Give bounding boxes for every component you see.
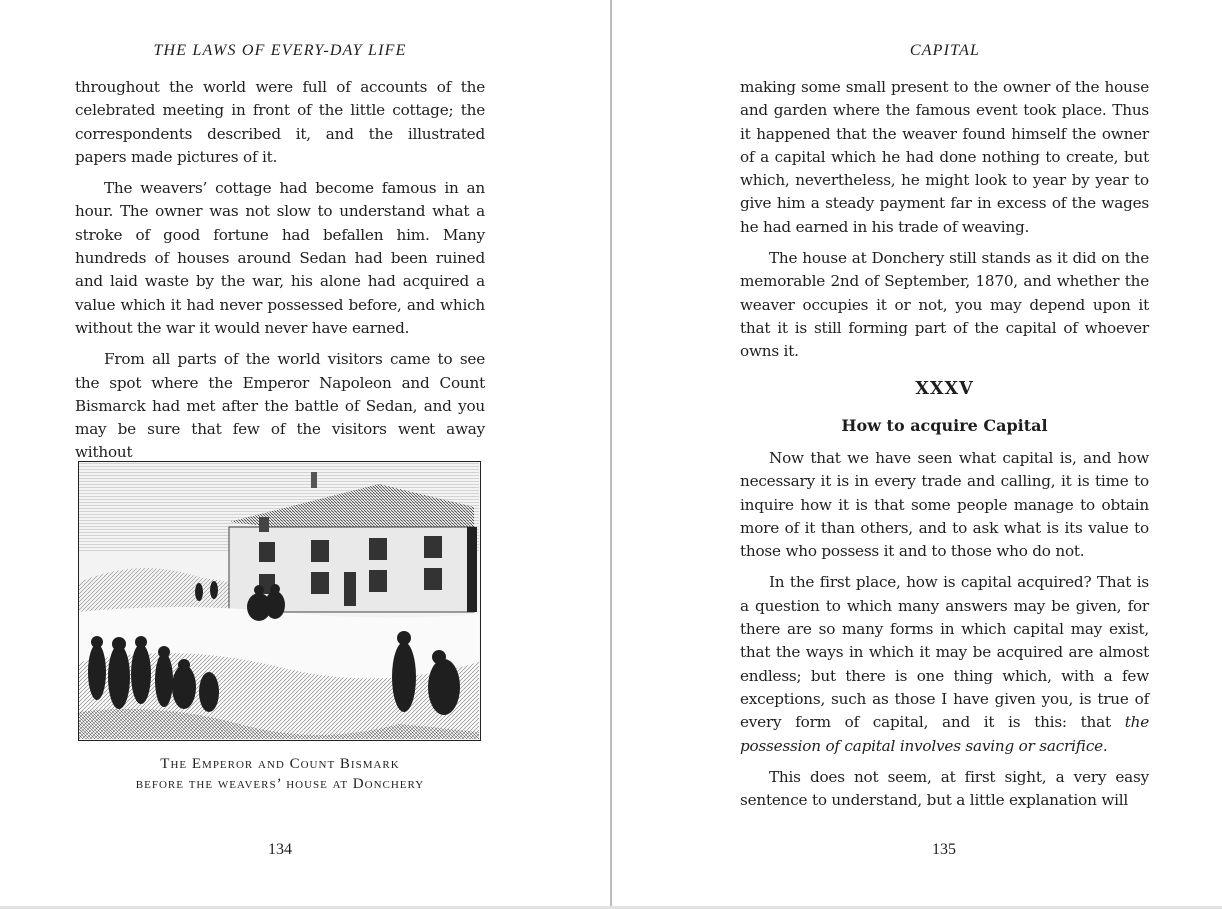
chapter-paragraph-3: This does not seem, at first sight, a very easy sentence to understand, but a little explanation will: [740, 767, 1149, 810]
figure-caption: [75, 754, 485, 794]
left-page: [0, 0, 610, 906]
right-body-text: [740, 76, 1149, 364]
chapter-paragraph-1: Now that we have seen what capital is, and how necessary it is in every trade and calling, it is time to inquire how it is that some people manage to obtain more of it than others, and to ask what is its value to those who possess it and to those who do not.: [740, 449, 1149, 561]
left-body-text: [75, 76, 485, 465]
chapter-paragraph-2-text: In the first place, how is capital acquired? That is a question to which many answers may be given, for there are so many forms in which capital may exist, that the ways in which it may be acquired are almost endless; but there is one thing which, with a few exceptions, such as those I have given you, is true of every form of capital, and it is this: that: [740, 573, 1149, 732]
chapter-body-text: [740, 447, 1149, 812]
chapter-title: How to acquire Capital: [841, 416, 1048, 435]
caption-line-2: before the weavers’ house at Donchery: [135, 776, 425, 792]
running-head-left: THE LAWS OF EVERY-DAY LIFE: [153, 42, 407, 59]
left-paragraph-3: From all parts of the world visitors came to see the spot where the Emperor Napoleon and Count Bismarck had met after the battle of Sedan, and you may be sure that few of the visitors went away without: [75, 350, 485, 462]
left-paragraph-1: throughout the world were full of accounts of the celebrated meeting in front of the little cottage; the correspondents described it, and the illustrated papers made pictures of it.: [75, 78, 485, 166]
chapter-number: XXXV: [915, 379, 974, 399]
right-paragraph-2: The house at Donchery still stands as it did on the memorable 2nd of September, 1870, and whether the weaver occupies it or not, you may depend upon it that it is still forming part of the capital of whoever owns it.: [740, 249, 1149, 361]
chapter-paragraph-2: [740, 571, 1149, 757]
engraving-illustration: [78, 461, 481, 741]
running-head-right: CAPITAL: [909, 42, 981, 59]
chapter-paragraph-2-emphasis: the possession of capital involves saving or sacrifice.: [740, 713, 1149, 755]
page-number-right: 135: [932, 841, 956, 858]
page-number-left: 134: [268, 841, 292, 858]
caption-line-1: The Emperor and Count Bismark: [160, 756, 400, 772]
right-page: [612, 0, 1222, 906]
engraving-picture: [79, 462, 479, 739]
right-paragraph-1: making some small present to the owner of the house and garden where the famous event took place. Thus it happened that the weaver found himself the owner of a capital which he had done nothing to create, but which, nevertheless, he might look to year by year to give him a steady payment far in excess of the wages he had earned in his trade of weaving.: [740, 78, 1149, 236]
left-paragraph-2: The weavers’ cottage had become famous in an hour. The owner was not slow to understand what a stroke of good fortune had befallen him. Many hundreds of houses around Sedan had been ruined and laid waste by the war, his alone had acquired a value which it had never possessed before, and which without the war it would never have earned.: [75, 179, 485, 337]
